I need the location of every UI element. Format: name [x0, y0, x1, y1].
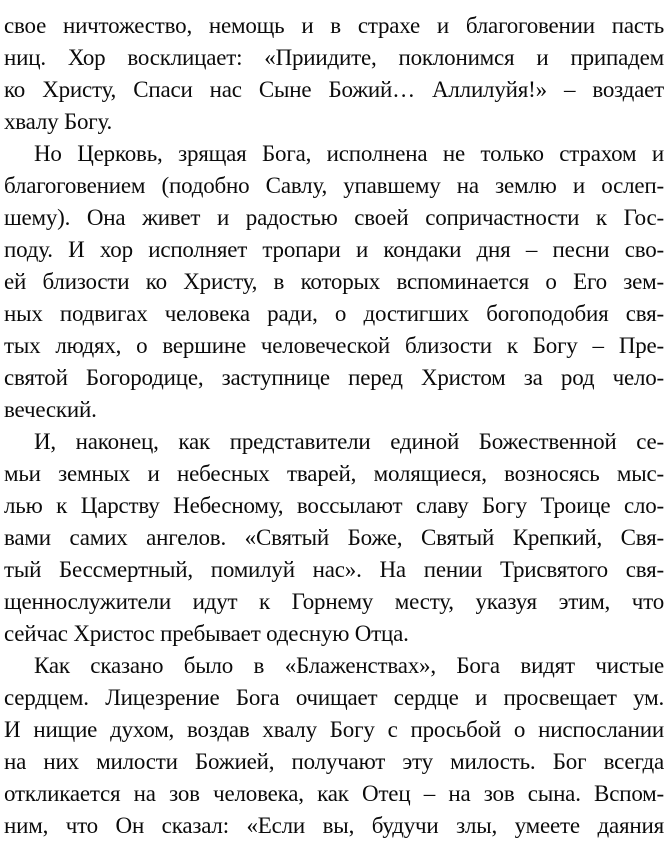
text-line: святой Богородице, заступнице перед Христом за род чело-: [4, 365, 664, 390]
text-line: сердцем. Лицезрение Бога очищает сердце и просвещает ум.: [4, 685, 664, 710]
text-line: сейчас Христос пребывает одесную Отца.: [4, 621, 409, 646]
text-line: ных подвигах человека ради, о достигших богоподобия свя-: [4, 301, 664, 326]
text-line: свое ничтожество, немощь и в страхе и благоговении пасть: [4, 13, 664, 38]
text-line: Как сказано было в «Блаженствах», Бога видят чистые: [34, 653, 664, 678]
text-line: откликается на зов человека, как Отец – на зов сына. Вспом-: [4, 781, 664, 806]
text-line: тых людях, о вершине человеческой близости к Богу – Пре-: [4, 333, 664, 358]
text-line: ниц. Хор восклицает: «Приидите, поклонимся и припадем: [4, 45, 664, 70]
text-line: вами самих ангелов. «Святый Боже, Святый Крепкий, Свя-: [4, 525, 664, 550]
text-line: лью к Царству Небесному, воссылают славу Богу Троице сло-: [4, 493, 664, 518]
text-line: тый Бессмертный, помилуй нас». На пении Трисвятого свя-: [4, 557, 664, 582]
text-line: И, наконец, как представители единой Божественной се-: [34, 429, 664, 454]
text-line: поду. И хор исполняет тропари и кондаки дня – песни сво-: [4, 237, 664, 262]
text-line: ей близости ко Христу, в которых вспоминается о Его зем-: [4, 269, 664, 294]
text-line: И нищие духом, воздав хвалу Богу с просьбой о ниспослании: [4, 717, 664, 742]
text-line: благоговением (подобно Савлу, упавшему на землю и ослеп-: [4, 173, 664, 198]
text-line: на них милости Божией, получают эту милость. Бог всегда: [4, 749, 664, 774]
text-line: веческий.: [4, 397, 97, 422]
text-line: шему). Она живет и радостью своей сопричастности к Гос-: [4, 205, 664, 230]
text-line: щеннослужители идут к Горнему месту, указуя этим, что: [4, 589, 664, 614]
text-line: хвалу Богу.: [4, 109, 113, 134]
text-line: ним, что Он сказал: «Если вы, будучи злы, умеете даяния: [4, 813, 664, 838]
text-line: мьи земных и небесных тварей, молящиеся, возносясь мыс-: [4, 461, 664, 486]
text-line: Но Церковь, зрящая Бога, исполнена не только страхом и: [34, 141, 664, 166]
text-line: ко Христу, Спаси нас Сыне Божий… Аллилуйя!» – воздает: [4, 77, 664, 102]
